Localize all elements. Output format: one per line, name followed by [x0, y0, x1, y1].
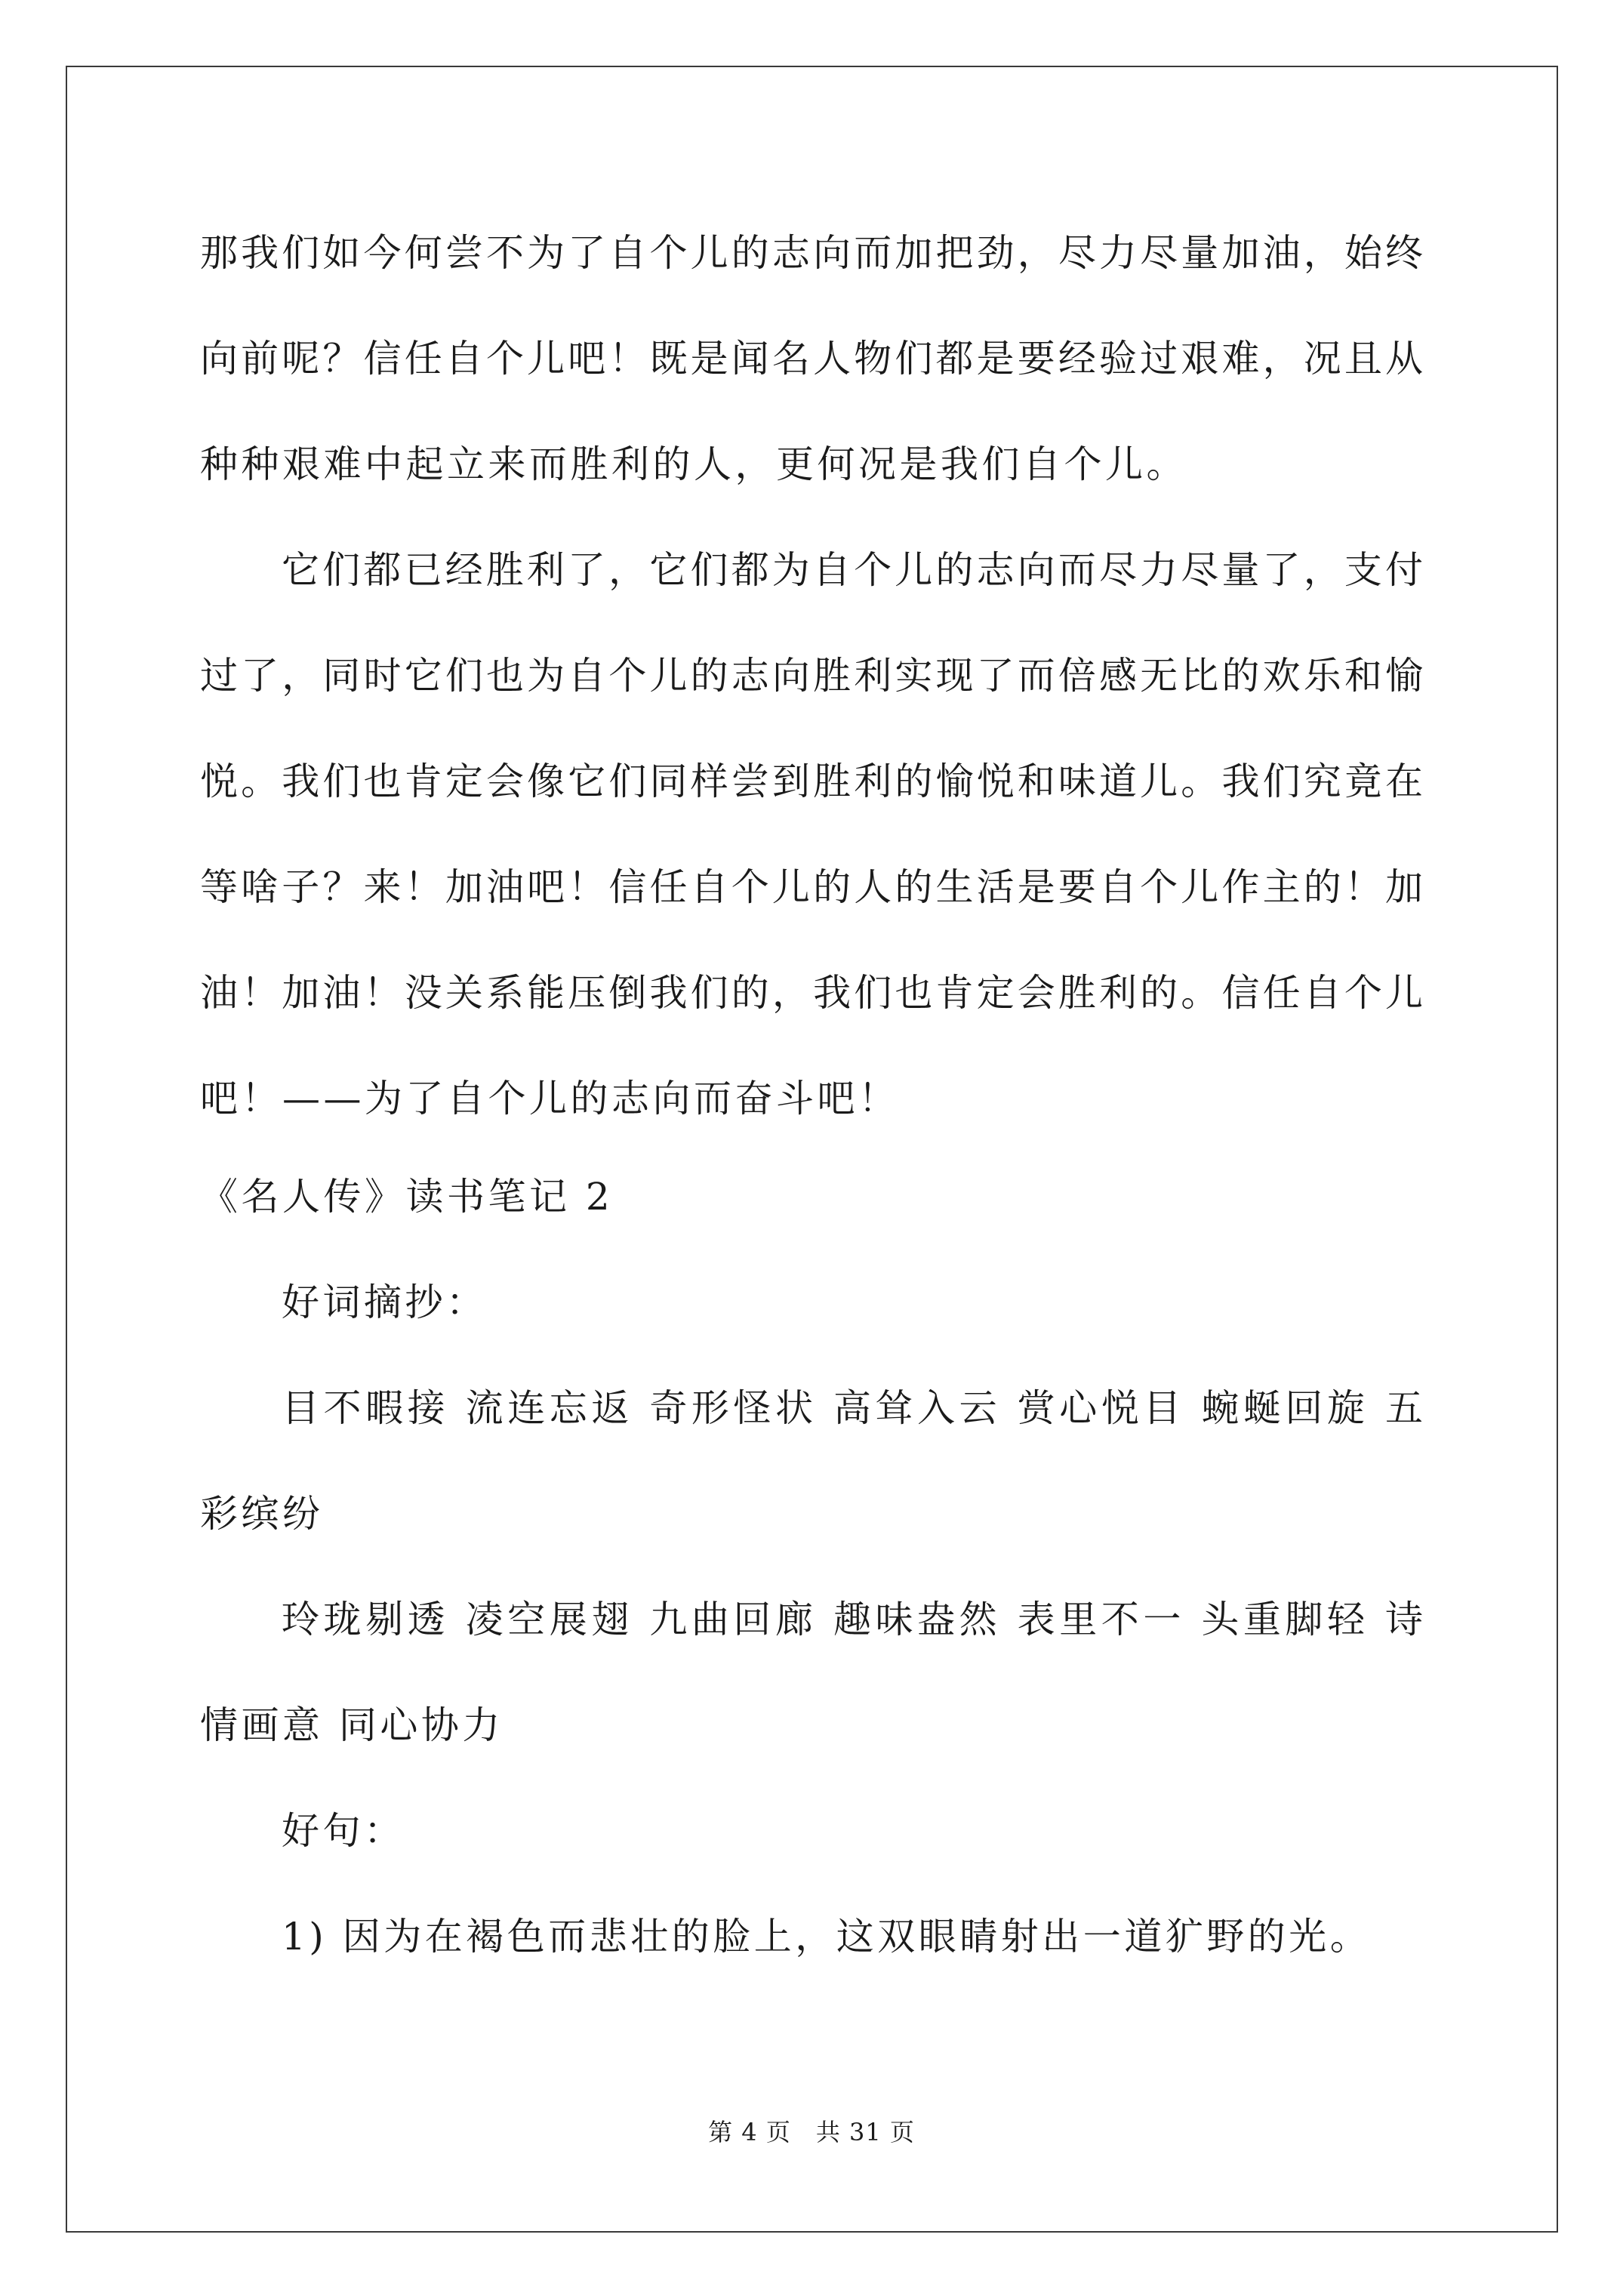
- word-list-line: 玲珑剔透 凌空展翅 九曲回廊 趣味盎然 表里不一 头重脚轻 诗: [282, 1598, 1423, 1641]
- paragraph-line: 过了，同时它们也为自个儿的志向胜利实现了而倍感无比的欢乐和愉: [200, 654, 1423, 698]
- page-border: [66, 66, 1558, 2233]
- section-heading: 《名人传》读书笔记 2: [200, 1175, 614, 1219]
- paragraph-line: 种种艰难中起立来而胜利的人，更何况是我们自个儿。: [200, 442, 1187, 486]
- paragraph-line: 油！加油！没关系能压倒我们的，我们也肯定会胜利的。信任自个儿: [200, 971, 1423, 1015]
- paragraph-line: 吧！——为了自个儿的志向而奋斗吧！: [200, 1077, 900, 1120]
- paragraph-line: 等啥子？来！加油吧！信任自个儿的人的生活是要自个儿作主的！加: [200, 865, 1423, 909]
- word-list-line: 情画意 同心协力: [200, 1703, 504, 1747]
- subheading-good-words: 好词摘抄：: [282, 1281, 488, 1324]
- word-list-line: 彩缤纷: [200, 1492, 324, 1536]
- paragraph-line: 悦。我们也肯定会像它们同样尝到胜利的愉悦和味道儿。我们究竟在: [200, 760, 1423, 803]
- paragraph-line: 向前呢？信任自个儿吧！既是闻名人物们都是要经验过艰难，况且从: [200, 337, 1423, 381]
- paragraph-line: 那我们如今何尝不为了自个儿的志向而加把劲，尽力尽量加油，始终: [200, 231, 1423, 275]
- word-list-line: 目不暇接 流连忘返 奇形怪状 高耸入云 赏心悦目 蜿蜒回旋 五: [282, 1386, 1423, 1430]
- paragraph-line: 它们都已经胜利了，它们都为自个儿的志向而尽力尽量了，支付: [282, 548, 1423, 592]
- sentence-item: 1) 因为在褐色而悲壮的脸上，这双眼睛射出一道犷野的光。: [282, 1915, 1372, 1959]
- page-number-footer: 第 4 页 共 31 页: [708, 2118, 915, 2147]
- subheading-good-sentences: 好句：: [282, 1809, 405, 1853]
